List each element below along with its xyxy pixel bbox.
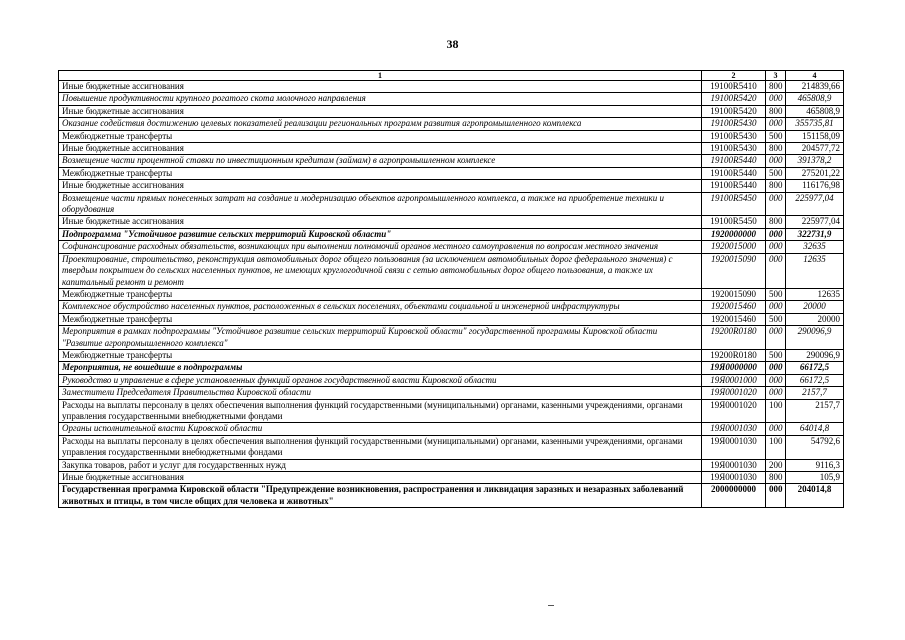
stray-mark <box>548 605 554 606</box>
row-code-cell: 19200R0180 <box>702 349 766 361</box>
table-row <box>59 423 844 435</box>
row-type-cell: 800 <box>766 105 786 117</box>
row-type-cell: 500 <box>766 313 786 325</box>
row-type-cell: 500 <box>766 349 786 361</box>
row-code-cell: 1920015000 <box>702 241 766 253</box>
row-name-cell: Межбюджетные трансферты <box>59 167 702 179</box>
row-type-cell: 000 <box>766 326 786 350</box>
table-row <box>59 155 844 167</box>
row-code-cell: 19Я0001030 <box>702 472 766 484</box>
table-row <box>59 374 844 386</box>
row-code-cell: 19Я0000000 <box>702 362 766 374</box>
table-row <box>59 362 844 374</box>
row-code-cell: 1920015460 <box>702 301 766 313</box>
row-name-cell: Межбюджетные трансферты <box>59 288 702 300</box>
row-code-cell: 19100R5430 <box>702 143 766 155</box>
row-code-cell: 19200R0180 <box>702 326 766 350</box>
row-code-cell: 19Я0001020 <box>702 387 766 399</box>
row-amount-cell: 355735,81 <box>786 118 844 130</box>
row-code-cell: 19Я0001030 <box>702 435 766 459</box>
row-amount-cell: 20000 <box>786 313 844 325</box>
row-amount-cell: 105,9 <box>786 472 844 484</box>
row-type-cell: 000 <box>766 241 786 253</box>
row-amount-cell: 225977,04 <box>786 192 844 216</box>
table-row <box>59 349 844 361</box>
row-type-cell: 800 <box>766 180 786 192</box>
row-amount-cell: 391378,2 <box>786 155 844 167</box>
table-row <box>59 130 844 142</box>
row-amount-cell: 204014,8 <box>786 484 844 508</box>
row-type-cell: 000 <box>766 374 786 386</box>
row-type-cell: 800 <box>766 81 786 93</box>
row-code-cell: 19100R5440 <box>702 167 766 179</box>
row-name-cell: Иные бюджетные ассигнования <box>59 472 702 484</box>
row-amount-cell: 290096,9 <box>786 349 844 361</box>
row-name-cell: Возмещение части процентной ставки по инвестиционным кредитам (займам) в агропромышленном комплексе <box>59 155 702 167</box>
row-name-cell: Межбюджетные трансферты <box>59 313 702 325</box>
row-name-cell: Возмещение части прямых понесенных затрат на создание и модернизацию объектов агропромышленного комплекса, а также на приобретение техники и оборудования <box>59 192 702 216</box>
row-type-cell: 100 <box>766 399 786 423</box>
row-name-cell: Органы исполнительной власти Кировской области <box>59 423 702 435</box>
row-name-cell: Государственная программа Кировской области "Предупреждение возникновения, распространения и ликвидация заразных и незаразных заболеваний животных и птицы, в том числе общих для человека и животных" <box>59 484 702 508</box>
row-name-cell: Подпрограмма "Устойчивое развитие сельских территорий Кировской области" <box>59 228 702 240</box>
table-row <box>59 216 844 228</box>
header-col-1: 1 <box>59 71 702 81</box>
row-code-cell: 1920000000 <box>702 228 766 240</box>
row-amount-cell: 322731,9 <box>786 228 844 240</box>
row-code-cell: 19100R5450 <box>702 216 766 228</box>
row-code-cell: 19100R5420 <box>702 105 766 117</box>
row-amount-cell: 465808,9 <box>786 105 844 117</box>
row-name-cell: Иные бюджетные ассигнования <box>59 143 702 155</box>
header-col-3: 3 <box>766 71 786 81</box>
table-row <box>59 253 844 288</box>
row-name-cell: Закупка товаров, работ и услуг для государственных нужд <box>59 459 702 471</box>
row-name-cell: Межбюджетные трансферты <box>59 130 702 142</box>
row-type-cell: 500 <box>766 167 786 179</box>
row-code-cell: 2000000000 <box>702 484 766 508</box>
row-name-cell: Повышение продуктивности крупного рогатого скота молочного направления <box>59 93 702 105</box>
row-type-cell: 800 <box>766 216 786 228</box>
row-code-cell: 19100R5430 <box>702 130 766 142</box>
row-type-cell: 200 <box>766 459 786 471</box>
row-code-cell: 19Я0001030 <box>702 459 766 471</box>
row-code-cell: 19100R5440 <box>702 155 766 167</box>
row-code-cell: 19100R5440 <box>702 180 766 192</box>
row-type-cell: 000 <box>766 192 786 216</box>
row-amount-cell: 2157,7 <box>786 387 844 399</box>
row-amount-cell: 66172,5 <box>786 362 844 374</box>
row-type-cell: 000 <box>766 387 786 399</box>
row-type-cell: 000 <box>766 423 786 435</box>
row-amount-cell: 20000 <box>786 301 844 313</box>
row-type-cell: 500 <box>766 130 786 142</box>
row-code-cell: 1920015090 <box>702 288 766 300</box>
row-name-cell: Оказание содействия достижению целевых показателей реализации региональных программ развития агропромышленного комплекса <box>59 118 702 130</box>
row-name-cell: Межбюджетные трансферты <box>59 349 702 361</box>
table-row <box>59 180 844 192</box>
row-name-cell: Иные бюджетные ассигнования <box>59 105 702 117</box>
row-type-cell: 000 <box>766 93 786 105</box>
table-row <box>59 288 844 300</box>
row-name-cell: Комплексное обустройство населенных пунктов, расположенных в сельских поселениях, объектами социальной и инженерной инфраструктуры <box>59 301 702 313</box>
row-type-cell: 000 <box>766 155 786 167</box>
header-col-4: 4 <box>786 71 844 81</box>
table-row <box>59 313 844 325</box>
table-row <box>59 241 844 253</box>
row-type-cell: 000 <box>766 228 786 240</box>
row-name-cell: Мероприятия, не вошедшие в подпрограммы <box>59 362 702 374</box>
row-type-cell: 800 <box>766 472 786 484</box>
row-amount-cell: 64014,8 <box>786 423 844 435</box>
row-amount-cell: 32635 <box>786 241 844 253</box>
row-amount-cell: 66172,5 <box>786 374 844 386</box>
row-type-cell: 000 <box>766 253 786 288</box>
row-code-cell: 19Я0001020 <box>702 399 766 423</box>
budget-table-body <box>59 71 844 508</box>
table-row <box>59 459 844 471</box>
table-row <box>59 143 844 155</box>
row-name-cell: Расходы на выплаты персоналу в целях обеспечения выполнения функций государственными (муниципальными) органами, казенными учреждениями, органами управления государственными внебюджетными фондами <box>59 399 702 423</box>
row-amount-cell: 12635 <box>786 288 844 300</box>
table-row <box>59 81 844 93</box>
row-amount-cell: 12635 <box>786 253 844 288</box>
table-row <box>59 192 844 216</box>
row-type-cell: 000 <box>766 484 786 508</box>
row-amount-cell: 225977,04 <box>786 216 844 228</box>
table-row <box>59 435 844 459</box>
page-number: 38 <box>446 37 459 51</box>
row-amount-cell: 2157,7 <box>786 399 844 423</box>
row-amount-cell: 275201,22 <box>786 167 844 179</box>
table-row <box>59 167 844 179</box>
row-amount-cell: 151158,09 <box>786 130 844 142</box>
row-name-cell: Иные бюджетные ассигнования <box>59 180 702 192</box>
row-code-cell: 19100R5450 <box>702 192 766 216</box>
table-row <box>59 301 844 313</box>
table-row <box>59 105 844 117</box>
table-row <box>59 387 844 399</box>
row-code-cell: 1920015460 <box>702 313 766 325</box>
row-type-cell: 500 <box>766 288 786 300</box>
row-name-cell: Иные бюджетные ассигнования <box>59 216 702 228</box>
row-amount-cell: 54792,6 <box>786 435 844 459</box>
row-type-cell: 000 <box>766 118 786 130</box>
row-amount-cell: 465808,9 <box>786 93 844 105</box>
row-amount-cell: 204577,72 <box>786 143 844 155</box>
row-code-cell: 19Я0001000 <box>702 374 766 386</box>
row-amount-cell: 290096,9 <box>786 326 844 350</box>
row-name-cell: Софинансирование расходных обязательств, возникающих при выполнении полномочий органов местного самоуправления по вопросам местного значения <box>59 241 702 253</box>
row-code-cell: 19100R5410 <box>702 81 766 93</box>
row-code-cell: 19Я0001030 <box>702 423 766 435</box>
row-type-cell: 000 <box>766 362 786 374</box>
row-name-cell: Иные бюджетные ассигнования <box>59 81 702 93</box>
header-col-2: 2 <box>702 71 766 81</box>
table-row <box>59 228 844 240</box>
row-code-cell: 1920015090 <box>702 253 766 288</box>
table-row <box>59 326 844 350</box>
table-row <box>59 399 844 423</box>
row-type-cell: 100 <box>766 435 786 459</box>
row-amount-cell: 116176,98 <box>786 180 844 192</box>
row-name-cell: Руководство и управление в сфере установленных функций органов государственной власти Кировской области <box>59 374 702 386</box>
table-row <box>59 93 844 105</box>
header-row <box>59 71 844 81</box>
row-name-cell: Мероприятия в рамках подпрограммы "Устойчивое развитие сельских территорий Кировской области" государственной программы Кировской области "Развитие агропромышленного комплекса" <box>59 326 702 350</box>
row-code-cell: 19100R5430 <box>702 118 766 130</box>
budget-table <box>58 70 844 508</box>
row-type-cell: 800 <box>766 143 786 155</box>
row-name-cell: Проектирование, строительство, реконструкция автомобильных дорог общего пользования (за исключением автомобильных дорог федерального значения) с твердым покрытием до сельских населенных пунктов, не имеющих круглогодичной связи с сетью автомобильных дорог общего пользования, а также их капитальный ремонт и ремонт <box>59 253 702 288</box>
row-name-cell: Заместители Председателя Правительства Кировской области <box>59 387 702 399</box>
table-row <box>59 118 844 130</box>
table-row <box>59 484 844 508</box>
row-type-cell: 000 <box>766 301 786 313</box>
table-row <box>59 472 844 484</box>
row-amount-cell: 214839,66 <box>786 81 844 93</box>
row-amount-cell: 9116,3 <box>786 459 844 471</box>
row-code-cell: 19100R5420 <box>702 93 766 105</box>
row-name-cell: Расходы на выплаты персоналу в целях обеспечения выполнения функций государственными (муниципальными) органами, казенными учреждениями, органами управления государственными внебюджетными фондами <box>59 435 702 459</box>
